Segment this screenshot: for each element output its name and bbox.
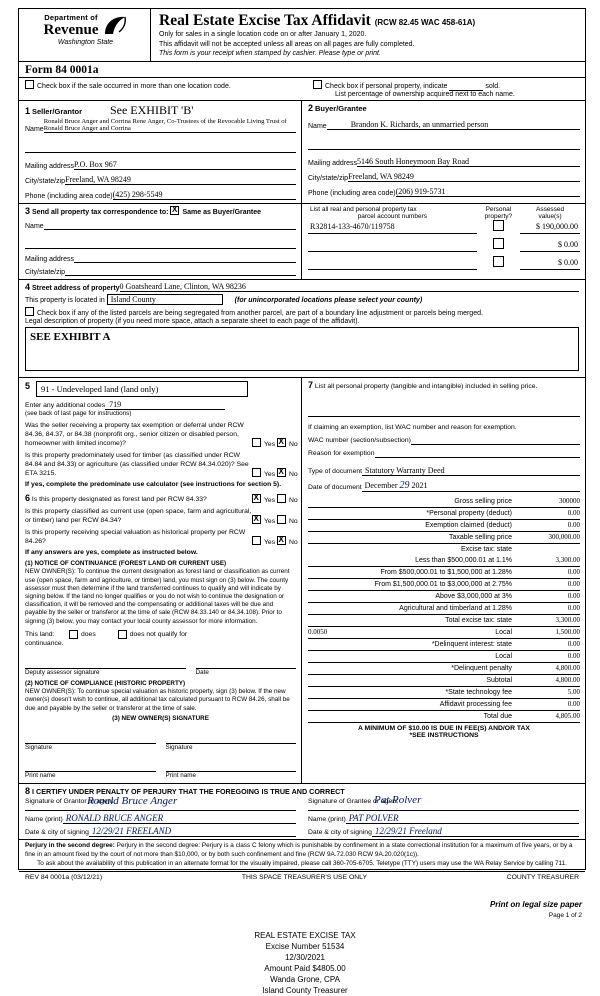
legal-description-box[interactable] bbox=[25, 327, 579, 371]
exemption-reason-field[interactable] bbox=[375, 457, 581, 458]
s6q1-yes-label: Yes bbox=[264, 497, 276, 505]
s6q3-no-label: No bbox=[288, 539, 298, 547]
land-use-code-field[interactable]: 91 - Undeveloped land (land only) bbox=[36, 381, 248, 397]
lower-half bbox=[19, 378, 585, 784]
see-instructions-notice: *SEE INSTRUCTIONS bbox=[409, 732, 479, 739]
deputy-assessor-date-label: Date bbox=[195, 668, 209, 676]
document-type-value[interactable]: Statutory Warranty Deed bbox=[365, 466, 445, 475]
parcel-table bbox=[308, 206, 580, 270]
total-excise-state-value[interactable]: 3,300.00 bbox=[555, 616, 580, 624]
buyer-name-value[interactable]: Brandon K. Richards, an unmarried person bbox=[350, 120, 489, 129]
tier1-label: Less than $500,000.01 at 1.1% bbox=[415, 557, 512, 564]
local-label: Local bbox=[495, 629, 512, 636]
grantee-datecity-value[interactable]: 12/29/21 Freeland bbox=[374, 826, 442, 837]
new-owner-printname-field-1[interactable] bbox=[25, 761, 156, 772]
additional-codes-note: (see back of last page for instructions) bbox=[25, 410, 132, 417]
money-row-excise-state bbox=[308, 544, 580, 555]
section5-number: 5 bbox=[25, 381, 31, 391]
section-7-block bbox=[302, 378, 585, 783]
section-8 bbox=[19, 784, 585, 839]
buyer-phone-value[interactable]: (206) 919-5731 bbox=[395, 187, 446, 196]
legal-description-label: Legal description of property (if you need more space, attach a separate sheet to each page of the affidavit). bbox=[25, 318, 360, 325]
state-technology-fee-label: *State technology fee bbox=[445, 689, 512, 696]
form-number: Form 84 0001a bbox=[19, 62, 585, 78]
print-legal-note: Print on legal size paper bbox=[489, 900, 582, 909]
s6q2-no-label: No bbox=[288, 518, 298, 526]
multi-location-label: Check box if the sale occurred in more than one location code. bbox=[37, 83, 231, 90]
seller-mailing-value[interactable]: P.O. Box 967 bbox=[74, 160, 117, 169]
buyer-phone-label: Phone (including area code) bbox=[308, 190, 396, 197]
personal-property-label: Check box if personal property, indicate bbox=[325, 83, 448, 90]
local-rate-value[interactable]: 0.0050 bbox=[308, 628, 328, 636]
tier2-label: From $500,000.01 to $1,500,000 at 1.28% bbox=[380, 569, 512, 576]
subtotal-label: Subtotal bbox=[486, 677, 512, 684]
exemption-reason-label: Reason for exemption bbox=[308, 450, 375, 457]
parcel-number-0[interactable]: R32814-133-4670/119758 bbox=[310, 221, 395, 231]
parcel-table-block bbox=[302, 204, 585, 279]
buyer-citystate-value[interactable]: Freeland, WA 98249 bbox=[348, 172, 414, 181]
table-row bbox=[308, 233, 580, 251]
form-footer bbox=[19, 871, 585, 883]
money-row-delinq-interest-local bbox=[308, 651, 580, 663]
treasurer-use-label: THIS SPACE TREASURER'S USE ONLY bbox=[241, 873, 367, 881]
section3-text: Send all property tax correspondence to: bbox=[31, 209, 169, 216]
parties-section bbox=[19, 101, 585, 204]
wac-number-field[interactable] bbox=[411, 444, 580, 445]
total-due-value[interactable]: 4,805.00 bbox=[555, 712, 580, 720]
segregated-checkbox[interactable] bbox=[25, 307, 34, 316]
section-4 bbox=[19, 280, 585, 378]
seller-heading: Seller/Grantor bbox=[31, 107, 82, 116]
wac-number-label: WAC number (section/subsection) bbox=[308, 437, 411, 444]
seller-mailing-label: Mailing address bbox=[25, 163, 75, 170]
ownership-note: List percentage of ownership acquired next to each name. bbox=[335, 91, 515, 98]
table-row bbox=[308, 220, 580, 233]
excise-tax-state-label: Excise tax: state bbox=[461, 546, 512, 553]
multi-location-checkbox[interactable] bbox=[25, 80, 34, 89]
s6q3-yes-label: Yes bbox=[264, 539, 276, 547]
perjury-line1: Perjury in the second degree: Perjury is a class C felony which is punishable by confinement in a state correctional institution for a maximum of five years, or by a fine in an amount fixed by the court of not more than $10,000, or by both such confinement and fine (RCW 9A.72.030 RCW 9A.20.020(1c)). bbox=[25, 842, 573, 858]
grantee-signature-block bbox=[302, 794, 579, 837]
same-as-buyer-label: Same as Buyer/Grantee bbox=[182, 209, 262, 216]
tier1-value[interactable]: 3,300.00 bbox=[555, 556, 580, 564]
grantee-signature-label: Signature of Grantee or agent bbox=[308, 798, 398, 806]
delinquent-penalty-value[interactable]: 4,800.00 bbox=[555, 664, 580, 672]
personal-property-tail: sold. bbox=[485, 83, 501, 90]
seller-phone-label: Phone (including area code) bbox=[25, 193, 113, 200]
s6q3-yes-checkbox[interactable] bbox=[252, 536, 261, 545]
section3-number: 3 bbox=[25, 206, 31, 216]
total-excise-state-label: Total excise tax: state bbox=[445, 617, 512, 624]
does-not-label: does not qualify for bbox=[129, 630, 188, 638]
corr-citystate-label: City/state/zip bbox=[25, 269, 66, 276]
grantee-print-value[interactable]: PAT POLVER bbox=[348, 813, 399, 824]
s6q2-no-checkbox[interactable] bbox=[277, 515, 286, 524]
affidavit-processing-fee-label: Affidavit processing fee bbox=[439, 701, 512, 708]
document-type-label: Type of document bbox=[308, 468, 363, 475]
total-due-label: Total due bbox=[483, 713, 512, 720]
form-header bbox=[19, 9, 585, 62]
section7-text: List all personal property (tangible and intangible) included in selling price. bbox=[314, 383, 538, 390]
tier4-value[interactable]: 0.00 bbox=[567, 592, 580, 600]
section6-q1: Is this property designated as forest land per RCW 84.33? bbox=[31, 496, 207, 504]
section6-number: 6 bbox=[25, 493, 31, 504]
additional-codes-value[interactable]: 719 bbox=[109, 400, 122, 409]
money-row-delinq-penalty bbox=[308, 663, 580, 675]
buyer-name-label: Name bbox=[308, 123, 327, 130]
notice1-body: NEW OWNER(S): To continue the current designation as forest land or classification as current use (open space, farm and agriculture, or timber) land, you must sign on (3) below. The county assessor must then determine if the land transferred continues to qualify and will indicate by signing below. If the land no longer qualifies or you do not wish to continue the designation or classification, it will be removed and the compensating or additional taxes will be due and payable by the seller or transferor at the time of sale (RCW 84.33.140 or 84.34.108). Prior to signing (3) below, you may contact your local county assessor for more information. bbox=[25, 568, 290, 625]
new-owner-signature-field-1[interactable] bbox=[25, 733, 156, 744]
seller-name-label: Name bbox=[25, 126, 44, 133]
grantor-print-label: Name (print) bbox=[25, 816, 63, 824]
top-checkbox-row bbox=[19, 78, 585, 101]
revenue-label: Revenue bbox=[43, 22, 99, 38]
does-qualify-checkbox[interactable] bbox=[69, 630, 78, 639]
tier4-label: Above $3,000,000 at 3% bbox=[435, 593, 512, 600]
document-date-month[interactable]: December bbox=[364, 481, 398, 490]
parcel-header-line2: parcel account numbers bbox=[357, 213, 427, 220]
assessed-header-line2: value(s) bbox=[538, 213, 562, 220]
treasurer-stamp bbox=[175, 930, 435, 996]
this-land-label: This land: bbox=[25, 630, 55, 638]
section6-q4: If any answers are yes, complete as instructed below. bbox=[25, 549, 198, 557]
same-as-buyer-checkbox[interactable] bbox=[170, 206, 179, 215]
money-row-exemption bbox=[308, 520, 580, 532]
corr-name-label: Name bbox=[25, 223, 44, 230]
s5q2-yes-label: Yes bbox=[264, 471, 276, 479]
rev-number: REV 84 0001a (03/12/21) bbox=[25, 873, 103, 881]
grantor-signature-label: Signature of Grantor or agent bbox=[25, 798, 114, 806]
assessed-header-line1: Assessed bbox=[535, 206, 565, 213]
document-date-day[interactable]: 29 bbox=[399, 480, 410, 491]
money-row-processing-fee bbox=[308, 699, 580, 711]
form-title: Real Estate Excise Tax Affidavit bbox=[159, 12, 371, 29]
gross-selling-price-value[interactable]: 300000 bbox=[559, 497, 580, 505]
new-owner-printname-field-2[interactable] bbox=[166, 761, 297, 772]
s6q1-no-checkbox[interactable] bbox=[277, 494, 286, 503]
stamp-line-4: Amount Paid $4805.00 bbox=[264, 964, 346, 973]
s6q1-yes-checkbox[interactable] bbox=[252, 494, 261, 503]
title-block bbox=[151, 9, 585, 61]
county-label: This property is located in bbox=[25, 297, 105, 304]
exemption-claimed-label: Exemption claimed (deduct) bbox=[425, 522, 512, 529]
new-owner-signature-label-2: Signature bbox=[165, 744, 193, 752]
tax-correspondence-block bbox=[19, 204, 302, 279]
notice3-title: (3) NEW OWNER(S) SIGNATURE bbox=[112, 714, 209, 722]
segregated-label: Check box if any of the listed parcels are being segregated from another parcel, are part of a boundary line adjustment or parcels being merged. bbox=[37, 310, 483, 317]
s6q2-yes-label: Yes bbox=[264, 518, 276, 526]
buyer-heading: Buyer/Grantee bbox=[314, 104, 367, 113]
form-subtitle-1: Only for sales in a single location code on or after January 1, 2020. bbox=[159, 31, 367, 38]
assessed-value-2[interactable]: $ 0.00 bbox=[558, 258, 578, 267]
new-owner-printname-label-1: Print name bbox=[25, 772, 56, 780]
s5q1-no-label: No bbox=[288, 441, 298, 449]
page-number: Page 1 of 2 bbox=[548, 912, 582, 919]
excise-tax-state-value bbox=[518, 544, 580, 555]
excise-tax-affidavit-form bbox=[18, 8, 586, 881]
section7-number: 7 bbox=[308, 380, 314, 390]
additional-codes-label: Enter any additional codes bbox=[25, 402, 106, 409]
personal-header-line1: Personal bbox=[485, 206, 512, 213]
s5q2-yes-checkbox[interactable] bbox=[252, 468, 261, 477]
money-row-personal bbox=[308, 508, 580, 520]
deputy-assessor-signature-label: Deputy assessor signature bbox=[25, 668, 100, 676]
exemption-label: If claiming an exemption, list WAC number and reason for exemption. bbox=[308, 424, 517, 431]
s6q3-no-checkbox[interactable] bbox=[277, 536, 286, 545]
personal-property-checkbox-1[interactable] bbox=[493, 238, 504, 249]
stamp-line-3: 12/30/2021 bbox=[284, 953, 326, 962]
s6q1-no-label: No bbox=[288, 497, 298, 505]
deputy-assessor-date-field[interactable] bbox=[196, 658, 296, 669]
county-treasurer-label: COUNTY TREASURER bbox=[506, 873, 579, 881]
buyer-block bbox=[302, 101, 585, 203]
section6-q2: Is this property classified as current use (open space, farm and agricultural, or timber) land per RCW 84.34? bbox=[25, 508, 252, 525]
stamp-line-5: Wanda Grone, CPA bbox=[270, 975, 340, 984]
does-not-qualify-checkbox[interactable] bbox=[118, 630, 127, 639]
section8-number: 8 bbox=[25, 786, 31, 797]
personal-property-deduct-label: *Personal property (deduct) bbox=[426, 510, 512, 517]
section6-q3: Is this property receiving special valuation as historical property per RCW 84.26? bbox=[25, 529, 246, 546]
grantor-datecity-label: Date & city of signing bbox=[25, 829, 89, 837]
grantor-datecity-value[interactable]: 12/29/21 FREELAND bbox=[91, 826, 172, 837]
document-date-year[interactable]: 2021 bbox=[411, 481, 428, 490]
document-date-label: Date of document bbox=[308, 484, 362, 491]
street-address-label: Street address of property bbox=[32, 285, 120, 292]
seller-number: 1 bbox=[25, 106, 31, 116]
stamp-line-2: Excise Number 51534 bbox=[265, 942, 345, 951]
corr-mailing-label: Mailing address bbox=[25, 256, 75, 263]
county-note: (for unincorporated locations please select your county) bbox=[234, 297, 423, 304]
personal-header-line2: property? bbox=[484, 213, 513, 220]
notice2-title: (2) NOTICE OF COMPLIANCE (HISTORIC PROPERTY) bbox=[25, 680, 186, 688]
delinquent-penalty-label: *Delinquent penalty bbox=[451, 665, 512, 672]
subtotal-value[interactable]: 4,800.00 bbox=[555, 676, 580, 684]
section5-q2: Is this property predominately used for timber (as classified under RCW 84.84 and 84.33) or agriculture (as classified under RCW 84.34.020)? See ETA 3215. bbox=[25, 452, 249, 478]
ag-timber-value[interactable]: 0.00 bbox=[567, 604, 580, 612]
seller-handwritten-note: See EXHIBIT 'B' bbox=[109, 103, 194, 117]
washington-state-label: Washington State bbox=[57, 39, 114, 46]
money-row-gross bbox=[308, 496, 580, 508]
parcel-header-line1: List all real and personal property tax bbox=[310, 206, 417, 213]
grantor-signature-block bbox=[25, 797, 302, 837]
assessed-value-0[interactable]: $ 190,000.00 bbox=[536, 221, 578, 231]
money-row-tech-fee bbox=[308, 687, 580, 699]
ag-timber-label: Agricultural and timberland at 1.28% bbox=[399, 605, 512, 612]
tier3-label: From $1,500,000.01 to $3,000,000 at 2.75% bbox=[374, 581, 512, 588]
street-address-value[interactable]: 0 Goatsheard Lane, Clinton, WA 98236 bbox=[119, 282, 246, 291]
department-label: Department of bbox=[44, 13, 98, 22]
notice2-body: NEW OWNER(S): To continue special valuation as historic property, sign (3) below. If the new owner(s) doesn't wish to continue, all additional tax calculated pursuant to RCW 84.26, shall be due and payable by the seller or transferor at the time of sale. bbox=[25, 688, 290, 712]
s5q2-no-checkbox[interactable] bbox=[277, 468, 286, 477]
s5q1-yes-checkbox[interactable] bbox=[252, 438, 261, 447]
delinquent-interest-state-value[interactable]: 0.00 bbox=[567, 640, 580, 648]
personal-property-checkbox[interactable] bbox=[313, 80, 322, 89]
s5q1-yes-label: Yes bbox=[264, 441, 276, 449]
new-owner-signature-label-1: Signature bbox=[25, 744, 52, 752]
money-row-tier1 bbox=[308, 555, 580, 567]
exemption-claimed-value[interactable]: 0.00 bbox=[567, 521, 580, 529]
money-row-delinq-interest-state bbox=[308, 639, 580, 651]
does-label: does bbox=[81, 630, 96, 638]
s5q2-no-label: No bbox=[288, 471, 298, 479]
taxable-selling-price-value[interactable]: 300,000.00 bbox=[548, 533, 580, 541]
money-row-tier4 bbox=[308, 591, 580, 603]
personal-property-deduct-value[interactable]: 0.00 bbox=[567, 509, 580, 517]
money-row-total-due bbox=[308, 711, 580, 723]
minimum-notice: A MINIMUM OF $10.00 IS DUE IN FEE(S) AND/OR TAX bbox=[358, 725, 530, 732]
taxable-selling-price-label: Taxable selling price bbox=[448, 534, 512, 541]
agency-block bbox=[19, 9, 151, 61]
grantee-signature-value[interactable]: Pat Polver bbox=[374, 794, 422, 807]
section-3 bbox=[19, 204, 585, 280]
form-subtitle-3: This form is your receipt when stamped by cashier. Please type or print. bbox=[159, 50, 381, 57]
seller-citystate-value[interactable]: Freeland, WA 98249 bbox=[65, 175, 131, 184]
buyer-mailing-value[interactable]: 5146 South Honeymoon Bay Road bbox=[357, 157, 470, 166]
perjury-notice: Perjury in the second degree: Perjury in the second degree: Perjury is a class C felony which is punishable by confinement in a state correctional institution for a maximum of five years, or by a fine in an amount fixed by the court of not more than $10,000, or by both such confinement and fine (RCW 9A.72.030 RCW 9A.20.020(1c)). To ask about the availability of this publication in an alternate format for the visually impaired, please call 360-705-6705. Teletype (TTY) users may use the WA Relay Service by calling 711. bbox=[19, 839, 585, 870]
deputy-assessor-signature-field[interactable] bbox=[25, 658, 186, 669]
new-owner-printname-label-2: Print name bbox=[165, 772, 196, 780]
section8-heading: I CERTIFY UNDER PENALTY OF PERJURY THAT THE FOREGOING IS TRUE AND CORRECT bbox=[32, 787, 345, 797]
tier2-value[interactable]: 0.00 bbox=[567, 568, 580, 576]
money-row-agtimber bbox=[308, 603, 580, 615]
county-select[interactable]: Island County bbox=[107, 294, 223, 305]
seller-citystate-label: City/state/zip bbox=[25, 178, 66, 185]
buyer-citystate-label: City/state/zip bbox=[308, 175, 349, 182]
seller-name-value[interactable]: Ronald Bruce Anger and Corrina Rene Anger, Co-Trustees of the Revocable Living Trust of Ronald Bruce Anger and Corrina bbox=[43, 118, 287, 132]
section4-number: 4 bbox=[25, 282, 31, 292]
stamp-line-6: Island County Treasurer bbox=[262, 986, 348, 995]
state-technology-fee-value[interactable]: 5.00 bbox=[567, 688, 580, 696]
grantor-print-value[interactable]: RONALD BRUCE ANGER bbox=[65, 813, 164, 824]
new-owner-signature-field-2[interactable] bbox=[166, 733, 297, 744]
personal-property-checkbox-2[interactable] bbox=[493, 256, 504, 267]
seller-block bbox=[19, 101, 302, 203]
buyer-mailing-label: Mailing address bbox=[308, 160, 358, 167]
money-row-total-state bbox=[308, 615, 580, 627]
gross-selling-price-label: Gross selling price bbox=[454, 498, 512, 505]
affidavit-processing-fee-value[interactable]: 0.00 bbox=[567, 700, 580, 708]
seller-phone-value[interactable]: (425) 298-5549 bbox=[112, 190, 163, 199]
perjury-line2: To ask about the availability of this publication in an alternate format for the visually impaired, please call 360-705-6705. Teletype (TTY) users may use the WA Relay Service by calling 711. bbox=[37, 860, 567, 868]
assessed-value-1[interactable]: $ 0.00 bbox=[558, 240, 578, 249]
legal-description-value: SEE EXHIBIT A bbox=[30, 331, 111, 343]
money-row-tier3 bbox=[308, 579, 580, 591]
delinquent-interest-local-label: Local bbox=[495, 653, 512, 660]
form-title-rcw: (RCW 82.45 WAC 458-61A) bbox=[374, 18, 476, 27]
money-row-local bbox=[308, 627, 580, 639]
s5q1-no-checkbox[interactable] bbox=[277, 438, 286, 447]
personal-property-checkbox-0[interactable] bbox=[493, 220, 504, 231]
local-value[interactable]: 1,500.00 bbox=[555, 628, 580, 636]
money-row-subtotal bbox=[308, 675, 580, 687]
section-5-6-block bbox=[19, 378, 302, 783]
table-row bbox=[308, 251, 580, 269]
notice1-title: (1) NOTICE OF CONTINUANCE (FOREST LAND OR CURRENT USE) bbox=[25, 560, 227, 568]
grantor-signature-value[interactable]: Ronald Bruce Anger bbox=[87, 795, 178, 808]
form-subtitle-2: This affidavit will not be accepted unless all areas on all pages are fully completed. bbox=[159, 40, 415, 48]
section5-q1: Was the seller receiving a property tax exemption or deferral under RCW 84.36, 84.37, or 84.38 (nonprofit org., senior citizen or disabled person, homeowner with limited income)? bbox=[25, 422, 244, 448]
dor-logo-icon bbox=[102, 15, 128, 37]
delinquent-interest-state-label: *Delinquent interest: state bbox=[431, 641, 512, 648]
money-row-taxable bbox=[308, 532, 580, 544]
stamp-line-1: REAL ESTATE EXCISE TAX bbox=[254, 931, 356, 940]
buyer-number: 2 bbox=[308, 103, 314, 113]
grantee-print-label: Name (print) bbox=[308, 816, 346, 824]
money-row-tier2 bbox=[308, 567, 580, 579]
section5-q3: If yes, complete the predominate use calculator (see instructions for section 5). bbox=[25, 481, 282, 489]
delinquent-interest-local-value[interactable]: 0.00 bbox=[567, 652, 580, 660]
tier3-value[interactable]: 0.00 bbox=[567, 580, 580, 588]
grantee-datecity-label: Date & city of signing bbox=[308, 829, 372, 837]
continuance-label: continuance. bbox=[25, 639, 64, 647]
s6q2-yes-checkbox[interactable] bbox=[252, 515, 261, 524]
